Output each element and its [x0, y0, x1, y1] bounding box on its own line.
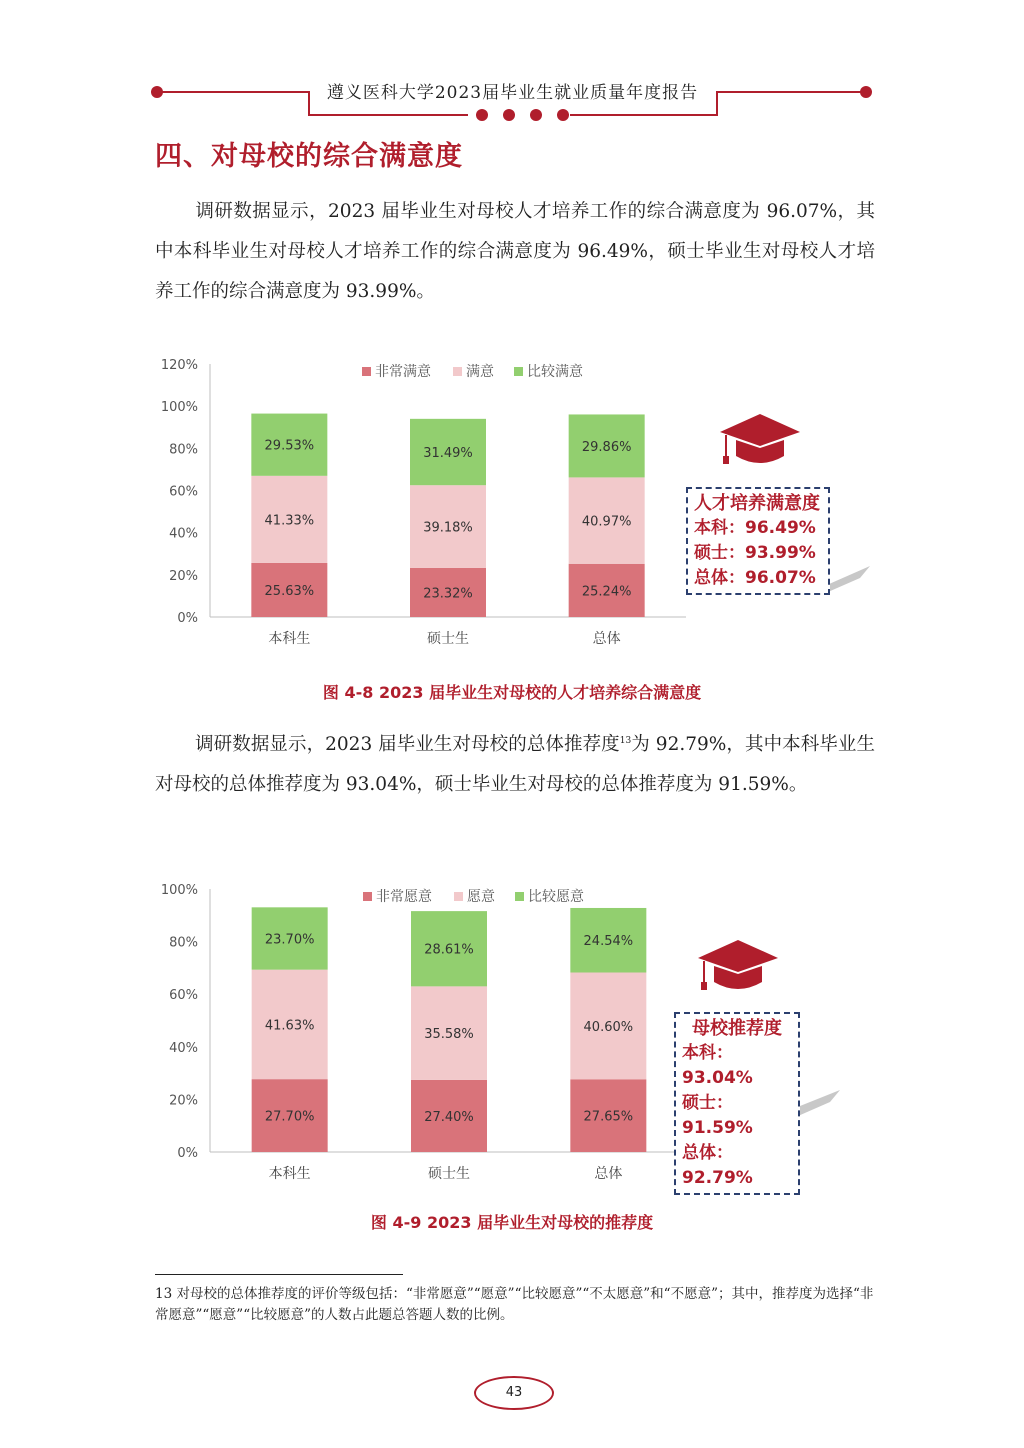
y-tick-label: 60%: [169, 988, 198, 1004]
legend-swatch: [515, 892, 524, 901]
y-tick-label: 0%: [177, 611, 198, 626]
y-tick-label: 60%: [169, 484, 198, 500]
data-label: 23.32%: [423, 586, 473, 602]
data-label: 25.24%: [581, 584, 632, 600]
data-label: 27.65%: [583, 1109, 634, 1125]
callout-line: 总体：92.79%: [682, 1143, 753, 1188]
data-label: 27.40%: [424, 1109, 474, 1125]
x-tick-label: 总体: [592, 631, 621, 647]
figure-caption: 图 4-9 2023 届毕业生对母校的推荐度: [370, 1213, 654, 1232]
legend-label: 满意: [466, 364, 494, 380]
legend-label: 愿意: [467, 889, 495, 905]
y-tick-label: 100%: [160, 400, 198, 416]
x-tick-label: 本科生: [268, 1166, 311, 1182]
y-tick-label: 120%: [160, 358, 198, 373]
callout-line: 硕士：93.99%: [694, 543, 816, 563]
data-label: 31.49%: [423, 446, 473, 462]
data-label: 29.53%: [264, 438, 315, 454]
x-tick-label: 本科生: [268, 631, 311, 647]
graduation-cap-icon: [698, 940, 778, 972]
page-number: 43: [474, 1376, 554, 1410]
data-label: 35.58%: [424, 1027, 474, 1043]
callout-line: 本科：96.49%: [694, 518, 816, 538]
legend-label: 非常愿意: [376, 889, 432, 905]
section-title: 四、对母校的综合满意度: [155, 141, 463, 172]
data-label: 40.60%: [583, 1019, 634, 1035]
y-tick-label: 80%: [169, 442, 198, 458]
paragraph-text: 调研数据显示，2023 届毕业生对母校的总体推荐度: [195, 734, 620, 756]
data-label: 23.70%: [264, 932, 315, 948]
figure-caption: 图 4-8 2023 届毕业生对母校的人才培养综合满意度: [322, 683, 702, 702]
y-tick-label: 20%: [169, 1093, 198, 1109]
data-label: 39.18%: [423, 520, 473, 536]
paragraph-text: 调研数据显示，2023 届毕业生对母校人才培养工作的综合满意度为 96.07%，其中本科毕业生对母校人才培养工作的综合满意度为 96.49%，硕士毕业生对母校人才培养工作的综合满意度为 93.99%。: [155, 201, 875, 302]
data-label: 41.33%: [264, 513, 315, 529]
footnote-rule: [155, 1274, 403, 1275]
callout-title: 母校推荐度: [692, 1018, 782, 1039]
callout-line: 本科：93.04%: [682, 1043, 753, 1088]
y-tick-label: 80%: [169, 935, 198, 951]
data-label: 25.63%: [264, 583, 315, 599]
data-label: 40.97%: [581, 514, 632, 530]
footnote-ref[interactable]: 13: [619, 736, 632, 746]
x-tick-label: 硕士生: [428, 1166, 470, 1182]
data-label: 27.70%: [264, 1109, 315, 1125]
footnote: 13 对母校的总体推荐度的评价等级包括：“非常愿意”“愿意”“比较愿意”“不太愿意”和“不愿意”；其中，推荐度为选择“非常愿意”“愿意”“比较愿意”的人数占此题总答题人数的比例。: [155, 1286, 874, 1323]
y-tick-label: 40%: [169, 1040, 198, 1056]
x-tick-label: 硕士生: [427, 631, 469, 647]
data-label: 29.86%: [581, 439, 632, 455]
paragraph-text: 为 92.79%，其中本科毕业生对母校的总体推荐度为 93.04%，硕士毕业生对母校的总体推荐度为 91.59%。: [155, 734, 875, 796]
data-label: 28.61%: [424, 942, 474, 958]
legend-swatch: [454, 892, 463, 901]
x-tick-label: 总体: [594, 1166, 623, 1182]
data-label: 41.63%: [264, 1018, 315, 1034]
data-label: 24.54%: [583, 934, 634, 950]
callout-recommendation: [674, 1012, 800, 1195]
y-tick-label: 20%: [169, 568, 198, 584]
report-title: 遵义医科大学2023届毕业生就业质量年度报告: [326, 83, 699, 103]
legend-swatch: [363, 892, 372, 901]
graduation-cap-tassel: [701, 982, 707, 990]
y-tick-label: 40%: [169, 526, 198, 542]
legend-label: 非常满意: [375, 364, 431, 380]
y-tick-label: 100%: [160, 883, 198, 898]
callout-line: 硕士：91.59%: [682, 1093, 753, 1138]
y-tick-label: 0%: [177, 1146, 198, 1161]
legend-label: 比较满意: [527, 364, 583, 380]
legend-label: 比较愿意: [528, 889, 584, 905]
callout-line: 总体：96.07%: [694, 568, 816, 588]
callout-title: 人才培养满意度: [694, 493, 820, 514]
